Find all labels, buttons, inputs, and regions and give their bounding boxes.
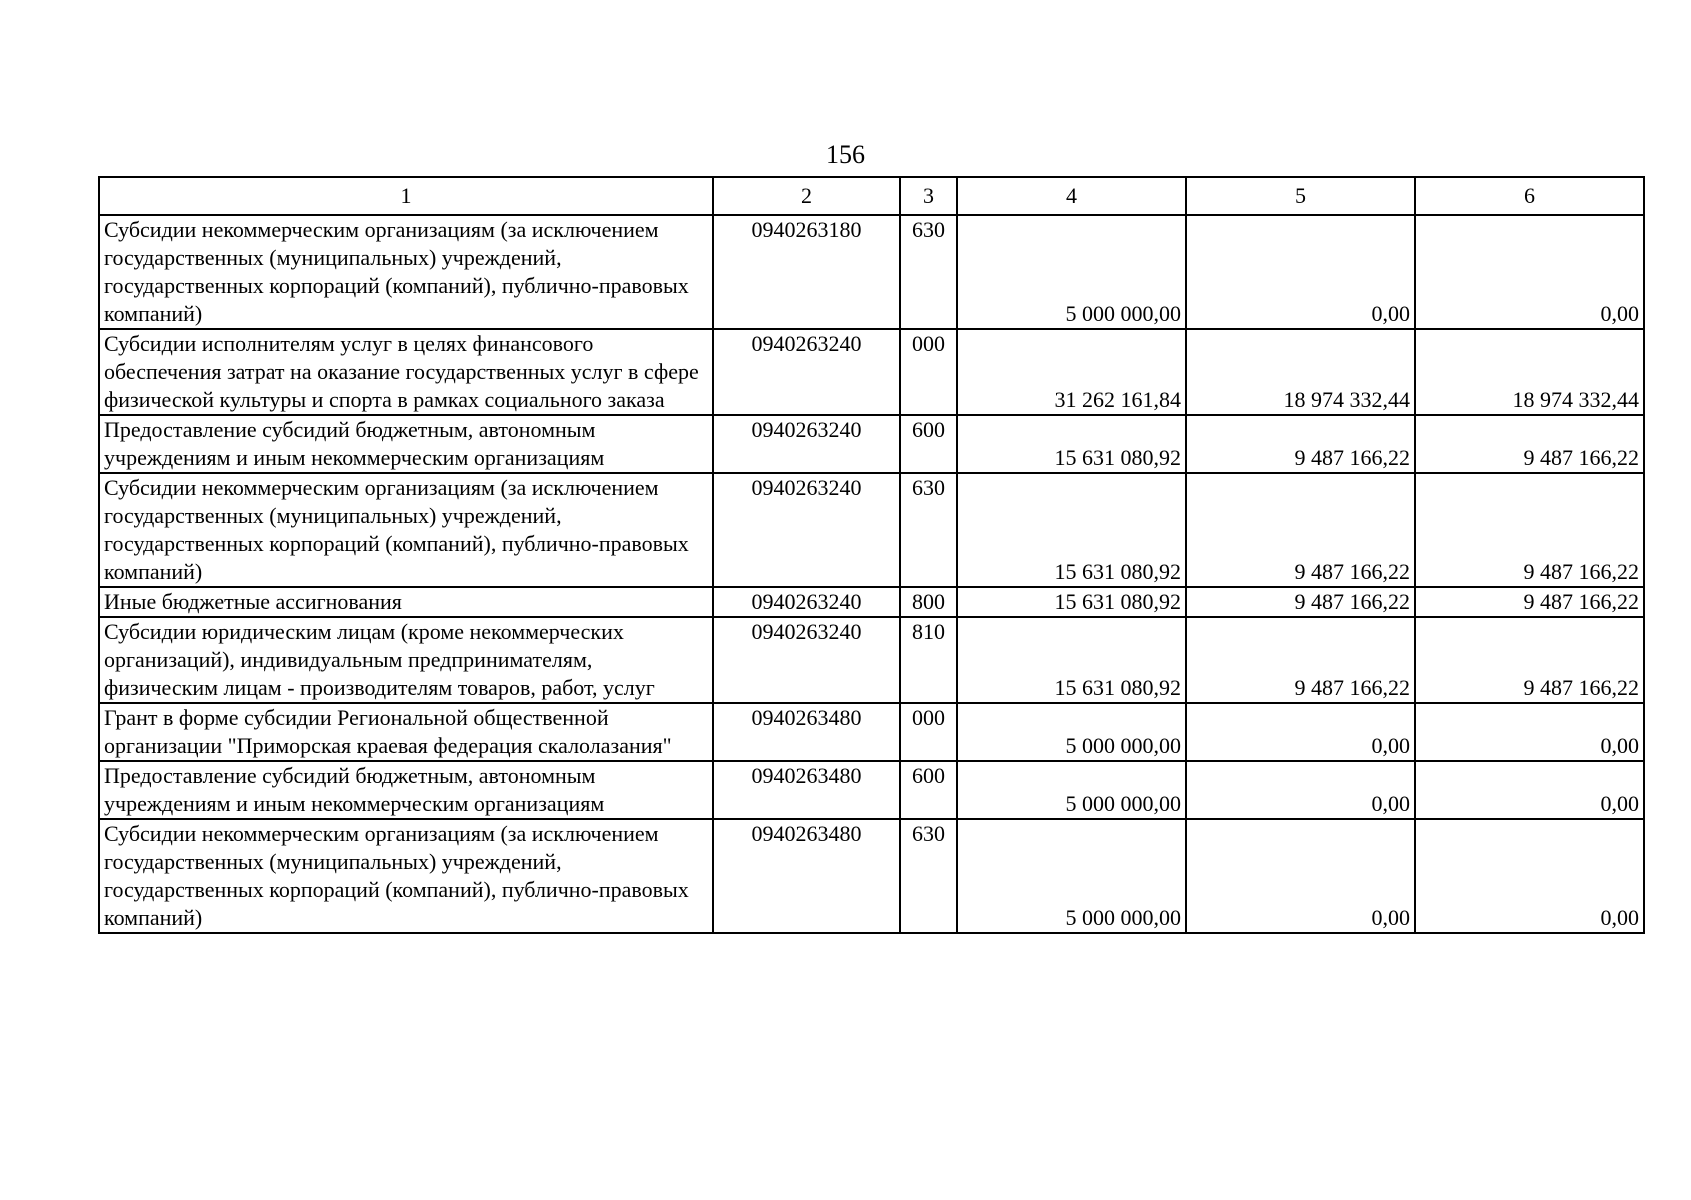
row-name: Субсидии исполнителям услуг в целях финансового обеспечения затрат на оказание государственных услуг в сфере физической культуры и спорта в рамках социального заказа: [99, 329, 713, 415]
row-type: 810: [900, 617, 957, 703]
row-name: Предоставление субсидий бюджетным, автономным учреждениям и иным некоммерческим организациям: [99, 415, 713, 473]
header-col-2: 2: [713, 177, 900, 215]
row-value-5: 9 487 166,22: [1186, 415, 1415, 473]
row-value-4: 15 631 080,92: [957, 617, 1186, 703]
page-number: 156: [826, 140, 865, 169]
row-value-4: 15 631 080,92: [957, 587, 1186, 617]
row-value-5: 18 974 332,44: [1186, 329, 1415, 415]
row-name: Субсидии некоммерческим организациям (за исключением государственных (муниципальных) учреждений, государственных корпораций (компаний), публично-правовых компаний): [99, 819, 713, 933]
row-value-4: 15 631 080,92: [957, 473, 1186, 587]
row-code: 0940263480: [713, 703, 900, 761]
row-value-4: 15 631 080,92: [957, 415, 1186, 473]
row-value-4: 5 000 000,00: [957, 761, 1186, 819]
row-type: 600: [900, 761, 957, 819]
row-name: Субсидии некоммерческим организациям (за исключением государственных (муниципальных) учреждений, государственных корпораций (компаний), публично-правовых компаний): [99, 215, 713, 329]
header-col-6: 6: [1415, 177, 1644, 215]
row-value-4: 5 000 000,00: [957, 215, 1186, 329]
row-value-4: 5 000 000,00: [957, 819, 1186, 933]
row-type: 630: [900, 473, 957, 587]
row-name: Иные бюджетные ассигнования: [99, 587, 713, 617]
row-value-5: 0,00: [1186, 761, 1415, 819]
table-header: [99, 177, 1644, 215]
row-value-6: 18 974 332,44: [1415, 329, 1644, 415]
table-row: [99, 761, 1644, 819]
row-value-4: 31 262 161,84: [957, 329, 1186, 415]
row-code: 0940263180: [713, 215, 900, 329]
row-code: 0940263240: [713, 587, 900, 617]
row-value-5: 0,00: [1186, 819, 1415, 933]
row-value-4: 5 000 000,00: [957, 703, 1186, 761]
row-code: 0940263240: [713, 415, 900, 473]
row-value-6: 9 487 166,22: [1415, 415, 1644, 473]
header-col-5: 5: [1186, 177, 1415, 215]
row-value-6: 9 487 166,22: [1415, 473, 1644, 587]
row-code: 0940263240: [713, 473, 900, 587]
row-type: 800: [900, 587, 957, 617]
row-value-6: 0,00: [1415, 703, 1644, 761]
header-row: [99, 177, 1644, 215]
budget-table: [98, 176, 1645, 934]
row-value-6: 0,00: [1415, 761, 1644, 819]
row-code: 0940263480: [713, 761, 900, 819]
row-type: 000: [900, 329, 957, 415]
row-value-5: 9 487 166,22: [1186, 587, 1415, 617]
row-value-6: 0,00: [1415, 819, 1644, 933]
row-name: Грант в форме субсидии Региональной общественной организации "Приморская краевая федерация скалолазания": [99, 703, 713, 761]
row-type: 000: [900, 703, 957, 761]
row-value-5: 9 487 166,22: [1186, 617, 1415, 703]
header-col-4: 4: [957, 177, 1186, 215]
table-body: [99, 215, 1644, 933]
row-code: 0940263480: [713, 819, 900, 933]
table-row: [99, 617, 1644, 703]
row-value-5: 9 487 166,22: [1186, 473, 1415, 587]
row-name: Предоставление субсидий бюджетным, автономным учреждениям и иным некоммерческим организациям: [99, 761, 713, 819]
row-code: 0940263240: [713, 329, 900, 415]
row-code: 0940263240: [713, 617, 900, 703]
table-row: [99, 473, 1644, 587]
row-type: 630: [900, 819, 957, 933]
row-type: 600: [900, 415, 957, 473]
row-name: Субсидии некоммерческим организациям (за исключением государственных (муниципальных) учреждений, государственных корпораций (компаний), публично-правовых компаний): [99, 473, 713, 587]
header-col-3: 3: [900, 177, 957, 215]
row-value-5: 0,00: [1186, 703, 1415, 761]
table-row: [99, 415, 1644, 473]
row-type: 630: [900, 215, 957, 329]
table-row: [99, 587, 1644, 617]
row-value-5: 0,00: [1186, 215, 1415, 329]
header-col-1: 1: [99, 177, 713, 215]
table-row: [99, 703, 1644, 761]
row-value-6: 0,00: [1415, 215, 1644, 329]
table-row: [99, 329, 1644, 415]
table-row: [99, 215, 1644, 329]
row-value-6: 9 487 166,22: [1415, 587, 1644, 617]
row-name: Субсидии юридическим лицам (кроме некоммерческих организаций), индивидуальным предпринимателям, физическим лицам - производителям товаров, работ, услуг: [99, 617, 713, 703]
row-value-6: 9 487 166,22: [1415, 617, 1644, 703]
table-row: [99, 819, 1644, 933]
